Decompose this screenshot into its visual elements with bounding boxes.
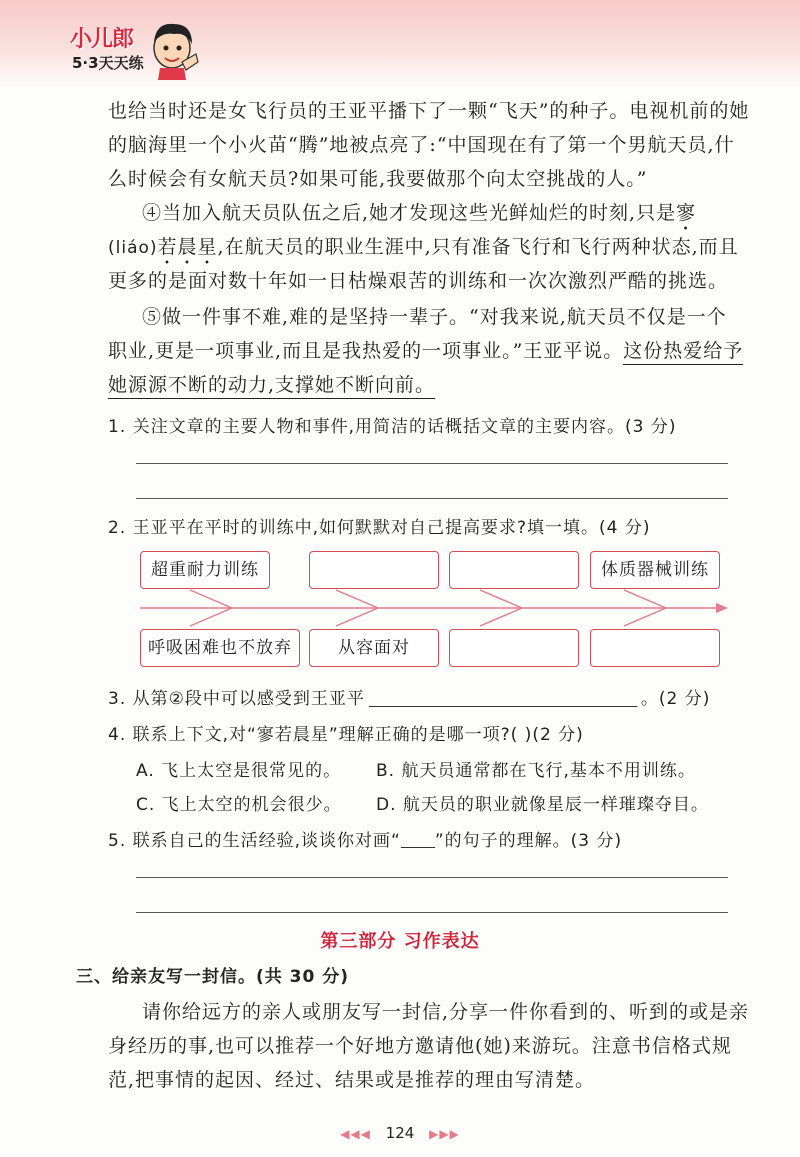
- prompt-line-2: 身经历的事,也可以推荐一个好地方邀请他(她)来游玩。注意书信格式规: [108, 1035, 732, 1057]
- fishbone-box-top-2-blank[interactable]: [309, 551, 439, 589]
- q3-text: 3. 从第②段中可以感受到王亚平: [108, 689, 365, 709]
- writing-task: 三、给亲友写一封信。(共 30 分): [76, 967, 350, 987]
- q4-option-c[interactable]: C. 飞上太空的机会很少。: [136, 795, 342, 815]
- left-arrows-icon: ◀◀◀: [340, 1127, 371, 1141]
- q3-blank[interactable]: [369, 688, 637, 707]
- question-4: 4. 联系上下文,对“寥若晨星”理解正确的是哪一项?( )(2 分): [108, 725, 584, 745]
- q3-score: 。(2 分): [640, 689, 711, 709]
- p5-text: 职业,更是一项事业,而且是我热爱的一项事业。”王亚平说。: [108, 340, 624, 362]
- fishbone-box-bottom-2: 从容面对: [309, 629, 439, 667]
- brand-name: 小儿郎: [70, 27, 134, 52]
- paragraph-4-line-3: 更多的是面对数十年如一日枯燥艰苦的训练和一次次激烈严酷的挑选。: [108, 270, 729, 292]
- p4-text-2: ,在航天员的职业生涯中,只有准备飞行和飞行两种状态,而且: [217, 236, 739, 258]
- underlined-sentence-part-1: 这份热爱给予: [623, 340, 743, 365]
- paragraph-5-line-2: [108, 336, 743, 363]
- passage-line-1: 也给当时还是女飞行员的王亚平播下了一颗“飞天”的种子。电视机前的她: [108, 100, 750, 122]
- underlined-sentence-part-2: 她源源不断的动力,支撑她不断向前。: [108, 374, 435, 399]
- q4-option-d[interactable]: D. 航天员的职业就像星辰一样璀璨夺目。: [376, 795, 709, 815]
- brand-logo: [70, 18, 200, 80]
- question-3: [108, 684, 710, 709]
- right-arrows-icon: ▶▶▶: [429, 1127, 460, 1141]
- page-footer: [0, 1124, 800, 1142]
- p4-emphasis-2: 若晨星: [157, 236, 218, 258]
- question-1: 1. 关注文章的主要人物和事件,用简洁的话概括文章的主要内容。(3 分): [108, 417, 677, 437]
- fishbone-box-top-3-blank[interactable]: [449, 551, 579, 589]
- q5-score: ”的句子的理解。(3 分): [434, 831, 623, 851]
- question-5: [108, 826, 622, 851]
- paragraph-5-line-1: ⑤做一件事不难,难的是坚持一辈子。“对我来说,航天员不仅是一个: [142, 306, 727, 328]
- question-2: 2. 王亚平在平时的训练中,如何默默对自己提高要求?填一填。(4 分): [108, 518, 651, 538]
- prompt-line-1: 请你给远方的亲人或朋友写一封信,分享一件你看到的、听到的或是亲: [142, 1001, 750, 1023]
- q5-underline-mark: [401, 831, 435, 848]
- paragraph-4-line-2: [108, 232, 739, 269]
- answer-line-q1-2[interactable]: [136, 498, 728, 499]
- page-number: 124: [385, 1124, 415, 1142]
- fishbone-box-bottom-4-blank[interactable]: [590, 629, 720, 667]
- fishbone-box-bottom-1: 呼吸困难也不放弃: [140, 629, 300, 667]
- passage-line-3: 么时候会有女航天员?如果可能,我要做那个向太空挑战的人。”: [108, 168, 648, 190]
- mascot-icon: [146, 18, 202, 80]
- answer-line-q1-1[interactable]: [136, 463, 728, 464]
- q5-text: 5. 联系自己的生活经验,谈谈你对画“: [108, 831, 401, 851]
- p4-text: ④当加入航天员队伍之后,她才发现这些光鲜灿烂的时刻,只是: [142, 202, 677, 224]
- paragraph-5-line-3: [108, 370, 435, 397]
- section-3-title: 第三部分 习作表达: [320, 931, 480, 952]
- series-name: 5·3天天练: [72, 54, 144, 72]
- paragraph-4-line-1: [142, 198, 696, 235]
- q4-option-a[interactable]: A. 飞上太空是很常见的。: [136, 761, 342, 781]
- fishbone-box-top-1: 超重耐力训练: [140, 551, 270, 589]
- pinyin: (liáo): [108, 238, 158, 258]
- p4-emphasis: 寥: [676, 202, 697, 224]
- fishbone-box-top-4: 体质器械训练: [590, 551, 720, 589]
- q4-option-b[interactable]: B. 航天员通常都在飞行,基本不用训练。: [376, 761, 696, 781]
- fishbone-box-bottom-3-blank[interactable]: [449, 629, 579, 667]
- passage-line-2: 的脑海里一个小火苗“腾”地被点亮了:“中国现在有了第一个男航天员,什: [108, 134, 735, 156]
- answer-line-q5-2[interactable]: [136, 912, 728, 913]
- answer-line-q5-1[interactable]: [136, 877, 728, 878]
- prompt-line-3: 范,把事情的起因、经过、结果或是推荐的理由写清楚。: [108, 1069, 596, 1091]
